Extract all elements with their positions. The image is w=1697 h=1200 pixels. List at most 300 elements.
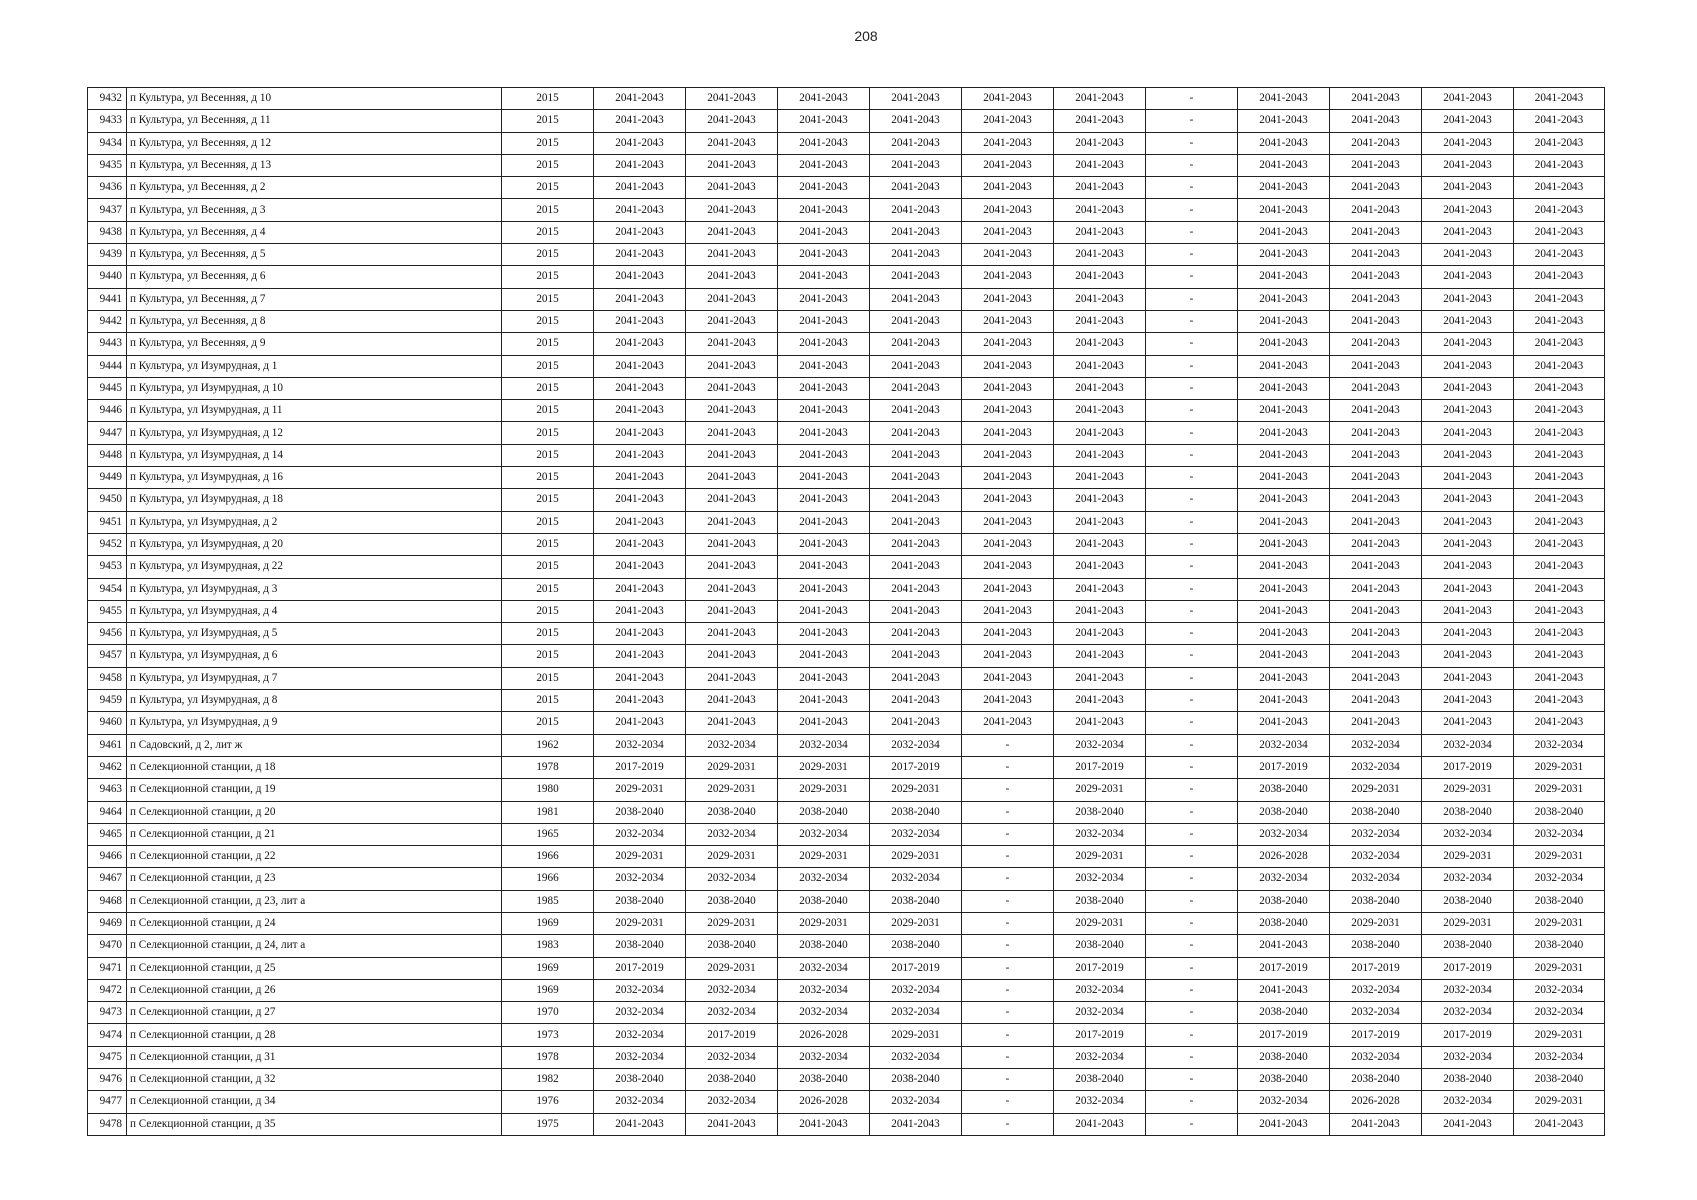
period-cell: 2041-2043 (962, 177, 1054, 199)
period-cell: 2032-2034 (686, 979, 778, 1001)
period-cell: 2041-2043 (594, 177, 686, 199)
period-cell: 2041-2043 (1054, 199, 1146, 221)
period-cell: - (962, 734, 1054, 756)
table-row (88, 578, 1605, 600)
period-cell: 2041-2043 (870, 467, 962, 489)
period-cell: 2041-2043 (1514, 333, 1605, 355)
period-cell: 2038-2040 (1422, 935, 1514, 957)
period-cell: 2041-2043 (962, 556, 1054, 578)
row-number-cell: 9454 (88, 578, 127, 600)
period-cell: - (962, 1024, 1054, 1046)
period-cell: 2038-2040 (870, 1069, 962, 1091)
period-cell: 2041-2043 (1330, 310, 1422, 332)
period-cell: 2041-2043 (686, 288, 778, 310)
year-cell: 1966 (502, 868, 594, 890)
row-number-cell: 9437 (88, 199, 127, 221)
period-cell: - (1146, 377, 1238, 399)
period-cell: 2041-2043 (962, 244, 1054, 266)
row-number-cell: 9460 (88, 712, 127, 734)
period-cell: 2041-2043 (1054, 266, 1146, 288)
period-cell: 2017-2019 (1238, 957, 1330, 979)
period-cell: 2029-2031 (686, 756, 778, 778)
period-cell: - (962, 823, 1054, 845)
period-cell: - (1146, 868, 1238, 890)
period-cell: 2041-2043 (1054, 310, 1146, 332)
period-cell: 2041-2043 (1422, 377, 1514, 399)
table-row (88, 377, 1605, 399)
period-cell: 2041-2043 (594, 1113, 686, 1135)
period-cell: 2032-2034 (778, 979, 870, 1001)
period-cell: 2038-2040 (870, 935, 962, 957)
period-cell: 2041-2043 (1422, 110, 1514, 132)
period-cell: 2041-2043 (1238, 979, 1330, 1001)
period-cell: 2041-2043 (778, 177, 870, 199)
period-cell: 2041-2043 (1330, 556, 1422, 578)
table-row (88, 154, 1605, 176)
period-cell: 2041-2043 (1422, 533, 1514, 555)
period-cell: 2041-2043 (870, 556, 962, 578)
year-cell: 2015 (502, 511, 594, 533)
period-cell: 2029-2031 (686, 957, 778, 979)
table-row (88, 88, 1605, 110)
period-cell: 2041-2043 (594, 556, 686, 578)
year-cell: 2015 (502, 533, 594, 555)
period-cell: 2041-2043 (962, 266, 1054, 288)
period-cell: - (1146, 489, 1238, 511)
period-cell: 2041-2043 (1422, 177, 1514, 199)
period-cell: 2041-2043 (778, 355, 870, 377)
period-cell: 2041-2043 (1514, 623, 1605, 645)
period-cell: 2041-2043 (1330, 110, 1422, 132)
period-cell: 2041-2043 (778, 199, 870, 221)
period-cell: 2026-2028 (1238, 846, 1330, 868)
period-cell: 2041-2043 (1054, 690, 1146, 712)
row-number-cell: 9457 (88, 645, 127, 667)
period-cell: 2041-2043 (1054, 667, 1146, 689)
row-number-cell: 9469 (88, 912, 127, 934)
period-cell: 2029-2031 (594, 779, 686, 801)
row-number-cell: 9453 (88, 556, 127, 578)
period-cell: 2041-2043 (1330, 645, 1422, 667)
table-row (88, 1024, 1605, 1046)
address-cell: п Культура, ул Изумрудная, д 3 (127, 578, 502, 600)
table-row (88, 868, 1605, 890)
period-cell: 2041-2043 (1514, 266, 1605, 288)
period-cell: 2041-2043 (778, 467, 870, 489)
period-cell: 2041-2043 (1238, 422, 1330, 444)
period-cell: 2017-2019 (1330, 957, 1422, 979)
period-cell: 2041-2043 (870, 690, 962, 712)
address-cell: п Культура, ул Изумрудная, д 22 (127, 556, 502, 578)
year-cell: 1969 (502, 912, 594, 934)
year-cell: 1962 (502, 734, 594, 756)
period-cell: 2041-2043 (686, 221, 778, 243)
period-cell: 2041-2043 (594, 667, 686, 689)
period-cell: 2038-2040 (1054, 801, 1146, 823)
row-number-cell: 9435 (88, 154, 127, 176)
period-cell: 2041-2043 (778, 444, 870, 466)
period-cell: 2041-2043 (1422, 266, 1514, 288)
period-cell: 2032-2034 (594, 868, 686, 890)
table-row (88, 690, 1605, 712)
row-number-cell: 9432 (88, 88, 127, 110)
period-cell: 2041-2043 (1514, 110, 1605, 132)
period-cell: - (1146, 912, 1238, 934)
period-cell: 2017-2019 (1422, 756, 1514, 778)
period-cell: 2041-2043 (1514, 578, 1605, 600)
period-cell: 2038-2040 (1330, 1069, 1422, 1091)
period-cell: 2041-2043 (594, 600, 686, 622)
period-cell: 2041-2043 (686, 511, 778, 533)
period-cell: 2029-2031 (1330, 912, 1422, 934)
period-cell: 2041-2043 (1514, 310, 1605, 332)
period-cell: 2032-2034 (778, 734, 870, 756)
year-cell: 1973 (502, 1024, 594, 1046)
period-cell: 2041-2043 (594, 400, 686, 422)
period-cell: 2041-2043 (778, 400, 870, 422)
period-cell: 2041-2043 (594, 244, 686, 266)
period-cell: 2041-2043 (1514, 1113, 1605, 1135)
period-cell: - (1146, 422, 1238, 444)
period-cell: 2038-2040 (1514, 935, 1605, 957)
period-cell: 2041-2043 (1422, 645, 1514, 667)
period-cell: 2041-2043 (1238, 355, 1330, 377)
period-cell: 2041-2043 (1514, 600, 1605, 622)
period-cell: 2041-2043 (1422, 154, 1514, 176)
period-cell: 2032-2034 (686, 1002, 778, 1024)
period-cell: 2041-2043 (870, 288, 962, 310)
period-cell: 2029-2031 (870, 912, 962, 934)
period-cell: 2038-2040 (778, 801, 870, 823)
year-cell: 2015 (502, 266, 594, 288)
period-cell: 2041-2043 (1514, 177, 1605, 199)
address-cell: п Культура, ул Изумрудная, д 10 (127, 377, 502, 399)
row-number-cell: 9465 (88, 823, 127, 845)
year-cell: 2015 (502, 578, 594, 600)
period-cell: 2038-2040 (1330, 801, 1422, 823)
period-cell: 2032-2034 (1514, 734, 1605, 756)
period-cell: 2041-2043 (1238, 377, 1330, 399)
period-cell: 2032-2034 (1330, 823, 1422, 845)
period-cell: 2041-2043 (962, 355, 1054, 377)
period-cell: 2041-2043 (778, 511, 870, 533)
period-cell: 2041-2043 (778, 645, 870, 667)
period-cell: - (1146, 221, 1238, 243)
period-cell: 2032-2034 (1422, 1046, 1514, 1068)
period-cell: 2032-2034 (594, 1091, 686, 1113)
row-number-cell: 9477 (88, 1091, 127, 1113)
period-cell: 2041-2043 (778, 422, 870, 444)
period-cell: 2029-2031 (778, 912, 870, 934)
period-cell: 2032-2034 (778, 868, 870, 890)
period-cell: 2041-2043 (686, 600, 778, 622)
period-cell: 2038-2040 (686, 1069, 778, 1091)
table-row (88, 935, 1605, 957)
period-cell: 2017-2019 (1054, 957, 1146, 979)
row-number-cell: 9442 (88, 310, 127, 332)
year-cell: 2015 (502, 712, 594, 734)
table-row (88, 979, 1605, 1001)
year-cell: 2015 (502, 377, 594, 399)
period-cell: 2041-2043 (778, 489, 870, 511)
row-number-cell: 9459 (88, 690, 127, 712)
period-cell: - (1146, 957, 1238, 979)
period-cell: 2041-2043 (1514, 667, 1605, 689)
period-cell: - (1146, 756, 1238, 778)
period-cell: 2041-2043 (686, 333, 778, 355)
period-cell: 2041-2043 (778, 712, 870, 734)
period-cell: 2041-2043 (1054, 333, 1146, 355)
row-number-cell: 9447 (88, 422, 127, 444)
period-cell: 2041-2043 (1238, 645, 1330, 667)
period-cell: 2041-2043 (594, 132, 686, 154)
period-cell: 2038-2040 (686, 890, 778, 912)
period-cell: 2017-2019 (870, 756, 962, 778)
period-cell: 2041-2043 (778, 377, 870, 399)
table-row (88, 890, 1605, 912)
period-cell: 2041-2043 (962, 400, 1054, 422)
year-cell: 1978 (502, 1046, 594, 1068)
period-cell: 2017-2019 (1054, 756, 1146, 778)
year-cell: 2015 (502, 645, 594, 667)
period-cell: 2041-2043 (1514, 489, 1605, 511)
period-cell: 2041-2043 (686, 533, 778, 555)
period-cell: 2041-2043 (686, 154, 778, 176)
period-cell: 2041-2043 (1330, 333, 1422, 355)
period-cell: - (962, 912, 1054, 934)
period-cell: 2041-2043 (870, 310, 962, 332)
period-cell: 2032-2034 (1330, 1046, 1422, 1068)
row-number-cell: 9444 (88, 355, 127, 377)
period-cell: 2041-2043 (1054, 533, 1146, 555)
table-row (88, 645, 1605, 667)
period-cell: 2017-2019 (686, 1024, 778, 1046)
period-cell: 2041-2043 (686, 690, 778, 712)
period-cell: 2038-2040 (1054, 935, 1146, 957)
period-cell: 2041-2043 (1422, 623, 1514, 645)
year-cell: 2015 (502, 600, 594, 622)
period-cell: 2026-2028 (778, 1091, 870, 1113)
period-cell: 2041-2043 (686, 444, 778, 466)
period-cell: 2041-2043 (870, 400, 962, 422)
period-cell: 2041-2043 (594, 377, 686, 399)
period-cell: 2029-2031 (870, 779, 962, 801)
row-number-cell: 9473 (88, 1002, 127, 1024)
housing-repair-schedule-table (87, 87, 1605, 1136)
period-cell: - (962, 1046, 1054, 1068)
year-cell: 2015 (502, 489, 594, 511)
period-cell: 2041-2043 (686, 199, 778, 221)
period-cell: 2041-2043 (1330, 467, 1422, 489)
address-cell: п Культура, ул Изумрудная, д 1 (127, 355, 502, 377)
year-cell: 2015 (502, 132, 594, 154)
period-cell: 2032-2034 (778, 823, 870, 845)
period-cell: 2032-2034 (594, 1046, 686, 1068)
period-cell: - (962, 756, 1054, 778)
period-cell: - (1146, 1091, 1238, 1113)
period-cell: 2026-2028 (1330, 1091, 1422, 1113)
period-cell: 2041-2043 (1238, 288, 1330, 310)
period-cell: 2041-2043 (1330, 221, 1422, 243)
period-cell: 2038-2040 (1238, 801, 1330, 823)
period-cell: 2032-2034 (1054, 1091, 1146, 1113)
period-cell: 2041-2043 (1238, 244, 1330, 266)
period-cell: 2041-2043 (870, 623, 962, 645)
period-cell: - (1146, 266, 1238, 288)
period-cell: 2041-2043 (1330, 266, 1422, 288)
period-cell: 2032-2034 (1514, 979, 1605, 1001)
address-cell: п Селекционной станции, д 34 (127, 1091, 502, 1113)
period-cell: 2041-2043 (870, 422, 962, 444)
period-cell: 2041-2043 (778, 110, 870, 132)
address-cell: п Селекционной станции, д 22 (127, 846, 502, 868)
period-cell: 2041-2043 (686, 489, 778, 511)
period-cell: - (1146, 578, 1238, 600)
period-cell: - (962, 779, 1054, 801)
address-cell: п Селекционной станции, д 31 (127, 1046, 502, 1068)
period-cell: 2041-2043 (1330, 199, 1422, 221)
period-cell: 2032-2034 (1330, 846, 1422, 868)
period-cell: 2041-2043 (1422, 511, 1514, 533)
period-cell: 2041-2043 (686, 244, 778, 266)
period-cell: 2041-2043 (870, 489, 962, 511)
address-cell: п Культура, ул Весенняя, д 4 (127, 221, 502, 243)
table-row (88, 444, 1605, 466)
period-cell: 2029-2031 (1330, 779, 1422, 801)
period-cell: 2041-2043 (686, 355, 778, 377)
period-cell: 2029-2031 (1054, 779, 1146, 801)
period-cell: 2041-2043 (1054, 244, 1146, 266)
period-cell: 2032-2034 (1238, 823, 1330, 845)
period-cell: 2041-2043 (1330, 422, 1422, 444)
year-cell: 2015 (502, 88, 594, 110)
row-number-cell: 9455 (88, 600, 127, 622)
period-cell: 2041-2043 (778, 244, 870, 266)
period-cell: 2038-2040 (1330, 890, 1422, 912)
period-cell: 2041-2043 (962, 467, 1054, 489)
period-cell: 2041-2043 (686, 645, 778, 667)
address-cell: п Культура, ул Изумрудная, д 12 (127, 422, 502, 444)
period-cell: 2041-2043 (1330, 88, 1422, 110)
period-cell: 2032-2034 (686, 1046, 778, 1068)
period-cell: - (1146, 533, 1238, 555)
row-number-cell: 9466 (88, 846, 127, 868)
period-cell: 2017-2019 (1330, 1024, 1422, 1046)
year-cell: 1985 (502, 890, 594, 912)
year-cell: 1969 (502, 957, 594, 979)
period-cell: 2041-2043 (1054, 444, 1146, 466)
year-cell: 2015 (502, 221, 594, 243)
year-cell: 1980 (502, 779, 594, 801)
period-cell: 2041-2043 (1330, 489, 1422, 511)
period-cell: 2041-2043 (594, 511, 686, 533)
period-cell: 2041-2043 (1330, 400, 1422, 422)
table-row (88, 422, 1605, 444)
row-number-cell: 9472 (88, 979, 127, 1001)
period-cell: 2041-2043 (594, 110, 686, 132)
period-cell: - (1146, 288, 1238, 310)
table-row (88, 221, 1605, 243)
year-cell: 2015 (502, 177, 594, 199)
period-cell: 2041-2043 (1054, 645, 1146, 667)
period-cell: 2041-2043 (778, 533, 870, 555)
period-cell: 2041-2043 (1422, 333, 1514, 355)
period-cell: - (962, 1002, 1054, 1024)
period-cell: 2017-2019 (594, 957, 686, 979)
period-cell: 2029-2031 (1514, 1091, 1605, 1113)
period-cell: - (1146, 556, 1238, 578)
table-row (88, 177, 1605, 199)
period-cell: 2041-2043 (1054, 110, 1146, 132)
period-cell: 2032-2034 (1330, 979, 1422, 1001)
period-cell: 2041-2043 (1514, 556, 1605, 578)
period-cell: 2038-2040 (594, 890, 686, 912)
period-cell: 2041-2043 (1238, 110, 1330, 132)
row-number-cell: 9448 (88, 444, 127, 466)
period-cell: 2041-2043 (1514, 422, 1605, 444)
period-cell: 2041-2043 (1514, 511, 1605, 533)
period-cell: 2041-2043 (686, 132, 778, 154)
period-cell: 2029-2031 (686, 779, 778, 801)
address-cell: п Селекционной станции, д 23, лит а (127, 890, 502, 912)
period-cell: 2032-2034 (1054, 734, 1146, 756)
period-cell: 2041-2043 (1422, 132, 1514, 154)
period-cell: 2041-2043 (1238, 667, 1330, 689)
period-cell: 2041-2043 (1330, 690, 1422, 712)
period-cell: 2032-2034 (1054, 868, 1146, 890)
period-cell: 2032-2034 (778, 957, 870, 979)
table-row (88, 801, 1605, 823)
period-cell: 2032-2034 (1422, 979, 1514, 1001)
period-cell: 2041-2043 (1330, 511, 1422, 533)
address-cell: п Культура, ул Изумрудная, д 2 (127, 511, 502, 533)
period-cell: 2017-2019 (870, 957, 962, 979)
period-cell: - (1146, 645, 1238, 667)
period-cell: 2032-2034 (1422, 823, 1514, 845)
period-cell: 2041-2043 (1238, 578, 1330, 600)
period-cell: 2017-2019 (1422, 1024, 1514, 1046)
period-cell: 2041-2043 (1514, 199, 1605, 221)
period-cell: 2041-2043 (962, 333, 1054, 355)
period-cell: 2032-2034 (1422, 868, 1514, 890)
period-cell: 2041-2043 (594, 88, 686, 110)
period-cell: 2041-2043 (686, 266, 778, 288)
period-cell: 2038-2040 (778, 890, 870, 912)
period-cell: 2041-2043 (778, 690, 870, 712)
address-cell: п Селекционной станции, д 18 (127, 756, 502, 778)
period-cell: - (962, 1069, 1054, 1091)
period-cell: 2041-2043 (1514, 645, 1605, 667)
year-cell: 2015 (502, 667, 594, 689)
period-cell: - (1146, 667, 1238, 689)
address-cell: п Селекционной станции, д 32 (127, 1069, 502, 1091)
period-cell: 2038-2040 (1514, 801, 1605, 823)
period-cell: 2032-2034 (1238, 734, 1330, 756)
period-cell: 2032-2034 (1054, 823, 1146, 845)
period-cell: 2041-2043 (594, 355, 686, 377)
address-cell: п Садовский, д 2, лит ж (127, 734, 502, 756)
period-cell: 2041-2043 (1330, 288, 1422, 310)
period-cell: 2029-2031 (1514, 756, 1605, 778)
period-cell: 2041-2043 (1238, 177, 1330, 199)
period-cell: 2041-2043 (1330, 177, 1422, 199)
period-cell: 2041-2043 (962, 110, 1054, 132)
period-cell: 2032-2034 (1054, 1002, 1146, 1024)
period-cell: - (1146, 333, 1238, 355)
period-cell: 2041-2043 (870, 333, 962, 355)
period-cell: 2041-2043 (1514, 154, 1605, 176)
row-number-cell: 9436 (88, 177, 127, 199)
